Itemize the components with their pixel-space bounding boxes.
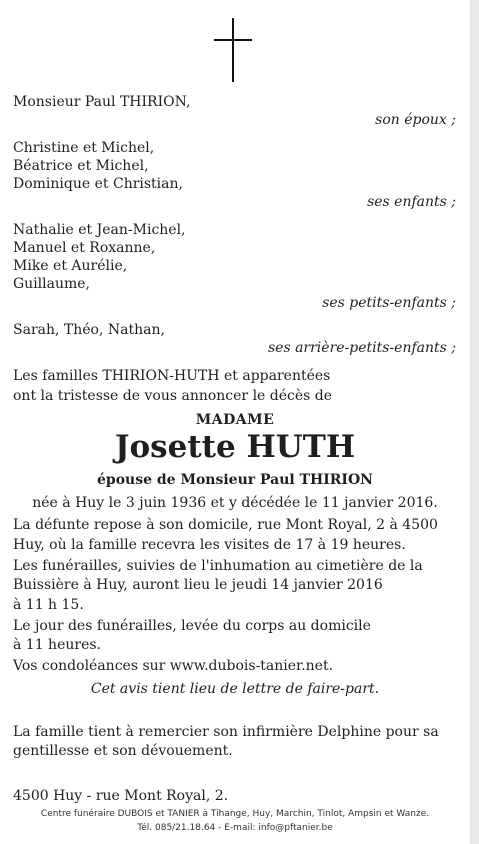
notice-line: Cet avis tient lieu de lettre de faire-part. — [90, 681, 380, 697]
children-line: Dominique et Christian, — [13, 176, 183, 192]
thanks-line: gentillesse et son dévouement. — [13, 743, 233, 759]
grandchildren-line: Nathalie et Jean-Michel, — [13, 222, 186, 238]
details-line: La défunte repose à son domicile, rue Mont Royal, 2 à 4500 — [13, 517, 438, 533]
deceased-spouse-line: épouse de Monsieur Paul THIRION — [97, 472, 373, 488]
page-edge — [470, 0, 479, 844]
funeral-home-contact: Tél. 085/21.18.64 - E-mail: info@pftanier.be — [137, 823, 333, 833]
great-grandchildren-relation: ses arrière-petits-enfants ; — [267, 340, 456, 356]
spouse-relation: son époux ; — [375, 112, 456, 128]
details-line: Buissière à Huy, auront lieu le jeudi 14 janvier 2016 — [13, 577, 383, 593]
funeral-home-line: Centre funéraire DUBOIS et TANIER à Tihange, Huy, Marchin, Tinlot, Ampsin et Wanze. — [40, 809, 430, 819]
cross-icon — [214, 18, 252, 82]
announcement-line: Les familles THIRION-HUTH et apparentées — [13, 368, 331, 384]
grandchildren-relation: ses petits-enfants ; — [322, 295, 456, 311]
deceased-birth-death: née à Huy le 3 juin 1936 et y décédée le 11 janvier 2016. — [32, 495, 438, 511]
thanks-line: La famille tient à remercier son infirmière Delphine pour sa — [13, 724, 439, 740]
deceased-title: MADAME — [195, 412, 275, 428]
details-line: à 11 h 15. — [13, 597, 84, 613]
grandchildren-line: Manuel et Roxanne, — [13, 240, 156, 256]
children-line: Béatrice et Michel, — [13, 158, 149, 174]
deceased-name: Josette HUTH — [114, 429, 356, 465]
children-relation: ses enfants ; — [367, 194, 456, 210]
spouse-name: Monsieur Paul THIRION, — [13, 94, 191, 110]
details-line: Vos condoléances sur www.dubois-tanier.net. — [13, 658, 334, 674]
address-line: 4500 Huy - rue Mont Royal, 2. — [13, 788, 229, 804]
great-grandchildren-line: Sarah, Théo, Nathan, — [13, 322, 165, 338]
children-line: Christine et Michel, — [13, 140, 155, 156]
details-line: Le jour des funérailles, levée du corps au domicile — [13, 618, 371, 634]
announcement-line: ont la tristesse de vous annoncer le décès de — [13, 388, 333, 404]
grandchildren-line: Mike et Aurélie, — [13, 258, 128, 274]
grandchildren-line: Guillaume, — [13, 276, 91, 292]
details-line: Huy, où la famille recevra les visites de 17 à 19 heures. — [13, 537, 406, 553]
details-line: à 11 heures. — [13, 637, 101, 653]
details-line: Les funérailles, suivies de l'inhumation au cimetière de la — [13, 558, 423, 574]
